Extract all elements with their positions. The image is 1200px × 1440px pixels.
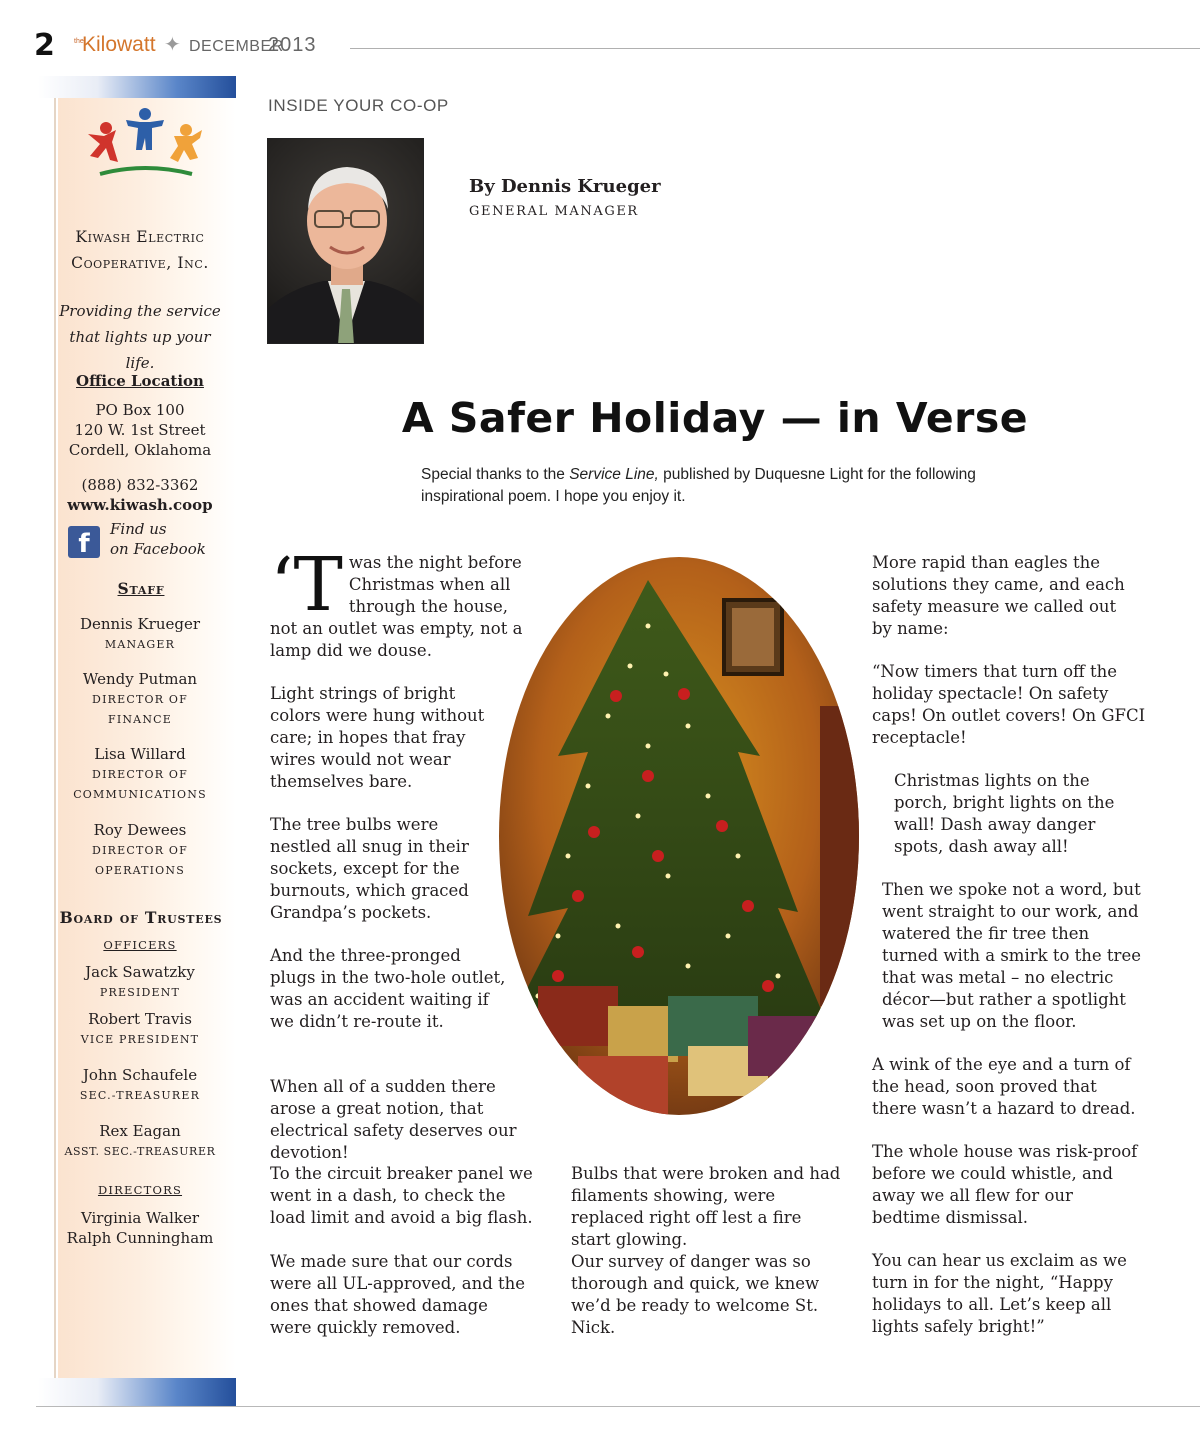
facebook-text[interactable] [110,519,220,559]
page-header [34,28,1200,68]
officer-name: Rex Eagan [99,1122,181,1140]
separator-star-icon: ✦ [164,32,181,56]
christmas-tree-image [498,556,860,1116]
poem-verse-3: The tree bulbs were nestled all snug in their sockets, except for the burnouts, which graced Grandpa’s pockets. [270,815,469,922]
officer-title: ASST. SEC.-TREASURER [64,1145,216,1158]
poem-verse-13: Then we spoke not a word, but went straight to our work, and watered the fir tree then turned with a smirk to the tree that was metal – no electric décor—but rather a spotlight was set up on the floor. [882,880,1141,1031]
staff-heading: Staff [117,579,165,598]
poem-verse-9: Our survey of danger was so thorough and quick, we knew we’d be ready to welcome St. Nick. [571,1252,820,1337]
address-line1: PO Box 100 [95,401,185,419]
byline: By Dennis Krueger [469,176,661,197]
poem-verse-12: Christmas lights on the porch, bright lights on the wall! Dash away danger spots, dash away all! [894,771,1115,856]
poem-verse-5: When all of a sudden there arose a great notion, that electrical safety deserves our devotion! [270,1077,517,1162]
header-rule [350,48,1200,49]
poem-verse-1 [270,542,532,662]
officer-title: SEC.-TREASURER [79,1089,201,1102]
poem-verse-7: We made sure that our cords were all UL-approved, and the ones that showed damage were quickly removed. [270,1252,526,1337]
staff-title: MANAGER [104,638,176,651]
staff-title: FINANCE [107,713,173,726]
poem-verse-16: You can hear us exclaim as we turn in for the night, “Happy holidays to all. Let’s keep all lights safely bright!” [872,1251,1127,1336]
poem-verse-10: More rapid than eagles the solutions they came, and each safety measure we called out by name: [872,553,1125,638]
issue-year: 2013 [268,34,317,56]
sidebar-bottom-bar [38,1378,236,1406]
poem-verse-6: To the circuit breaker panel we went in a dash, to check the load limit and avoid a big flash. [270,1164,533,1227]
intro-text: Special thanks to the [421,466,570,483]
sidebar-top-bar [38,76,236,98]
poem-verse-11: “Now timers that turn off the holiday spectacle! On safety caps! On outlet covers! On GFCI receptacle! [872,662,1146,747]
officer-title: PRESIDENT [99,986,181,999]
tagline-line2: that lights up your life. [69,328,211,372]
coop-logo-icon [82,106,208,188]
poem-verse-8: Bulbs that were broken and had filaments showing, were replaced right off lest a fire start glowing. [571,1164,841,1249]
sidebar [38,76,236,1406]
intro-publication: Service Line, [569,466,659,483]
board-heading: Board of Trustees [59,908,223,927]
author-portrait [267,138,424,344]
staff-title: DIRECTOR OF [92,693,188,706]
poem-verse-15: The whole house was risk-proof before we could whistle, and away we all flew for our bedtime dismissal. [872,1142,1138,1227]
author-portrait-illustration [268,139,424,344]
issue-month: DECEMBER [189,38,284,55]
phone-number: (888) 832-3362 [81,476,199,494]
verse-text: was the night before Christmas when all through the house, not an outlet was empty, not a lamp did we douse. [270,553,523,660]
article-headline: A Safer Holiday — in Verse [401,394,1029,442]
director-name: Ralph Cunningham [66,1229,214,1247]
officers-heading: OFFICERS [103,938,177,952]
officer-name: John Schaufele [82,1066,198,1084]
address-line2: 120 W. 1st Street [74,421,206,439]
officer-name: Robert Travis [88,1010,192,1028]
coop-name-line1: Kiwash Electric [75,228,205,246]
facebook-line1: Find us [110,520,167,538]
poem-verse-2: Light strings of bright colors were hung without care; in hopes that fray wires would not wear themselves bare. [270,684,485,791]
poem-verse-4: And the three-pronged plugs in the two-hole outlet, was an accident waiting if we didn’t re-route it. [270,946,506,1031]
coop-name-line2: Cooperative, Inc. [71,254,209,272]
footer-rule [36,1406,1200,1407]
directors-heading: DIRECTORS [97,1183,183,1197]
office-location-heading: Office Location [76,372,204,390]
staff-title: DIRECTOR OF [92,768,188,781]
intro-text: published by Duquesne Light for the following inspirational poem. I hope you enjoy it. [421,466,976,505]
address-line3: Cordell, Oklahoma [68,441,212,459]
facebook-icon[interactable]: f [68,526,100,558]
director-name: Virginia Walker [80,1209,200,1227]
staff-title: COMMUNICATIONS [73,788,207,801]
facebook-line2: on Facebook [110,540,206,558]
staff-name: Roy Dewees [93,821,187,839]
officer-name: Jack Sawatzky [85,963,195,981]
byline-role: GENERAL MANAGER [469,204,639,219]
staff-name: Wendy Putman [82,670,198,688]
section-kicker: INSIDE YOUR CO-OP [268,96,449,115]
magazine-name: Kilowatt [82,33,156,56]
staff-name: Dennis Krueger [79,615,201,633]
staff-title: OPERATIONS [95,864,185,877]
drop-cap: ‘T [270,542,343,628]
staff-name: Lisa Willard [94,745,186,763]
officer-title: VICE PRESIDENT [80,1033,200,1046]
staff-title: DIRECTOR OF [92,844,188,857]
page-number: 2 [34,28,55,63]
article-intro [421,464,1021,508]
coop-name [58,224,222,276]
tagline-line1: Providing the service [59,302,221,320]
website-link[interactable]: www.kiwash.coop [67,496,213,514]
magazine-the: the [74,38,84,45]
poem-verse-14: A wink of the eye and a turn of the head, soon proved that there wasn’t a hazard to dread. [872,1055,1136,1118]
coop-tagline [58,298,222,376]
